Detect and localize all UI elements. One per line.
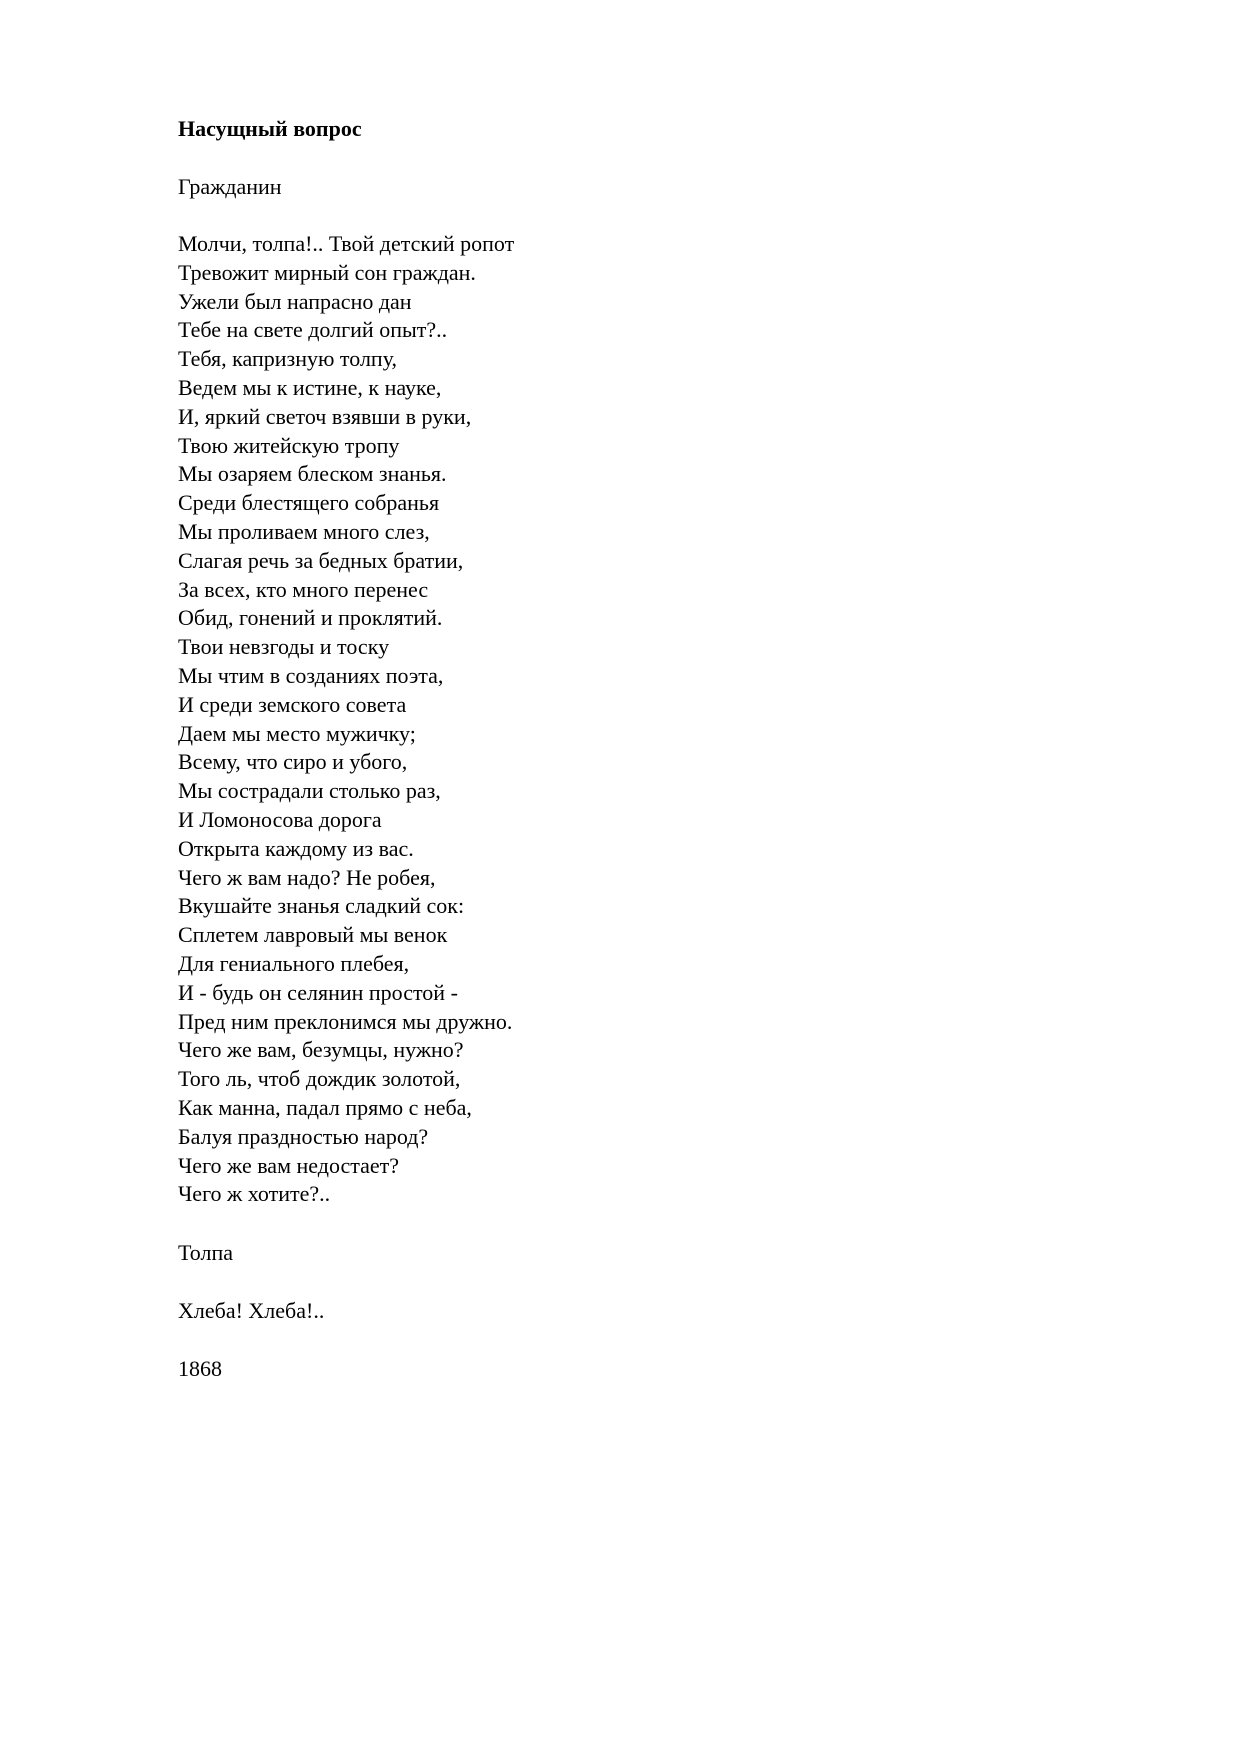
verse-line: Мы проливаем много слез, [178, 518, 430, 544]
verse-line: За всех, кто много перенес [178, 576, 429, 602]
speaker-crowd: Толпа [178, 1240, 234, 1266]
verse-line: Открыта каждому из вас. [178, 835, 414, 861]
verse-line: И Ломоносова дорога [178, 806, 382, 832]
poem-year: 1868 [178, 1356, 222, 1382]
verse-line: Вкушайте знанья сладкий сок: [178, 893, 465, 919]
verse-line: Тебе на свете долгий опыт?.. [178, 317, 448, 343]
verse-line: Балуя праздностью народ? [178, 1123, 429, 1149]
verse-line: Чего же вам, безумцы, нужно? [178, 1037, 464, 1063]
verse-line: Мы чтим в созданиях поэта, [178, 662, 444, 688]
verse-line: Всему, что сиро и убого, [178, 749, 408, 775]
verse-line: Ужели был напрасно дан [178, 288, 412, 314]
verse-line: И, яркий светоч взявши в руки, [178, 403, 472, 429]
verse-line: Мы озаряем блеском знанья. [178, 461, 447, 487]
verse-line: Чего ж хотите?.. [178, 1181, 331, 1207]
verse-line: Чего ж вам надо? Не робея, [178, 864, 436, 890]
verse-line: Ведем мы к истине, к науке, [178, 374, 442, 400]
verse-line: Того ль, чтоб дождик золотой, [178, 1066, 461, 1092]
verse-line: Для гениального плебея, [178, 950, 410, 976]
verse-line: Тревожит мирный сон граждан. [178, 259, 476, 285]
verse-line: Слагая речь за бедных братии, [178, 547, 464, 573]
crowd-line: Хлеба! Хлеба!.. [178, 1298, 325, 1324]
verse-line: Чего же вам недостает? [178, 1152, 400, 1178]
verse-line: Среди блестящего собранья [178, 490, 440, 516]
verse-line: Даем мы место мужичку; [178, 720, 416, 746]
document-page [178, 114, 1138, 1383]
verse-line: Мы сострадали столько раз, [178, 778, 441, 804]
verse-line: Обид, гонений и проклятий. [178, 605, 443, 631]
verse-line: И среди земского совета [178, 691, 407, 717]
speaker-citizen: Гражданин [178, 174, 282, 199]
verse-line: Как манна, падал прямо с неба, [178, 1094, 472, 1120]
citizen-verse [178, 230, 1138, 1209]
verse-line: Сплетем лавровый мы венок [178, 922, 448, 948]
verse-line: И - будь он селянин простой - [178, 979, 458, 1005]
verse-line: Молчи, толпа!.. Твой детский ропот [178, 231, 515, 256]
verse-line: Пред ним преклонимся мы дружно. [178, 1008, 513, 1034]
verse-line: Твою житейскую тропу [178, 432, 400, 458]
verse-line: Тебя, капризную толпу, [178, 346, 397, 372]
verse-line: Твои невзгоды и тоску [178, 634, 390, 660]
poem-title: Насущный вопрос [178, 116, 362, 141]
